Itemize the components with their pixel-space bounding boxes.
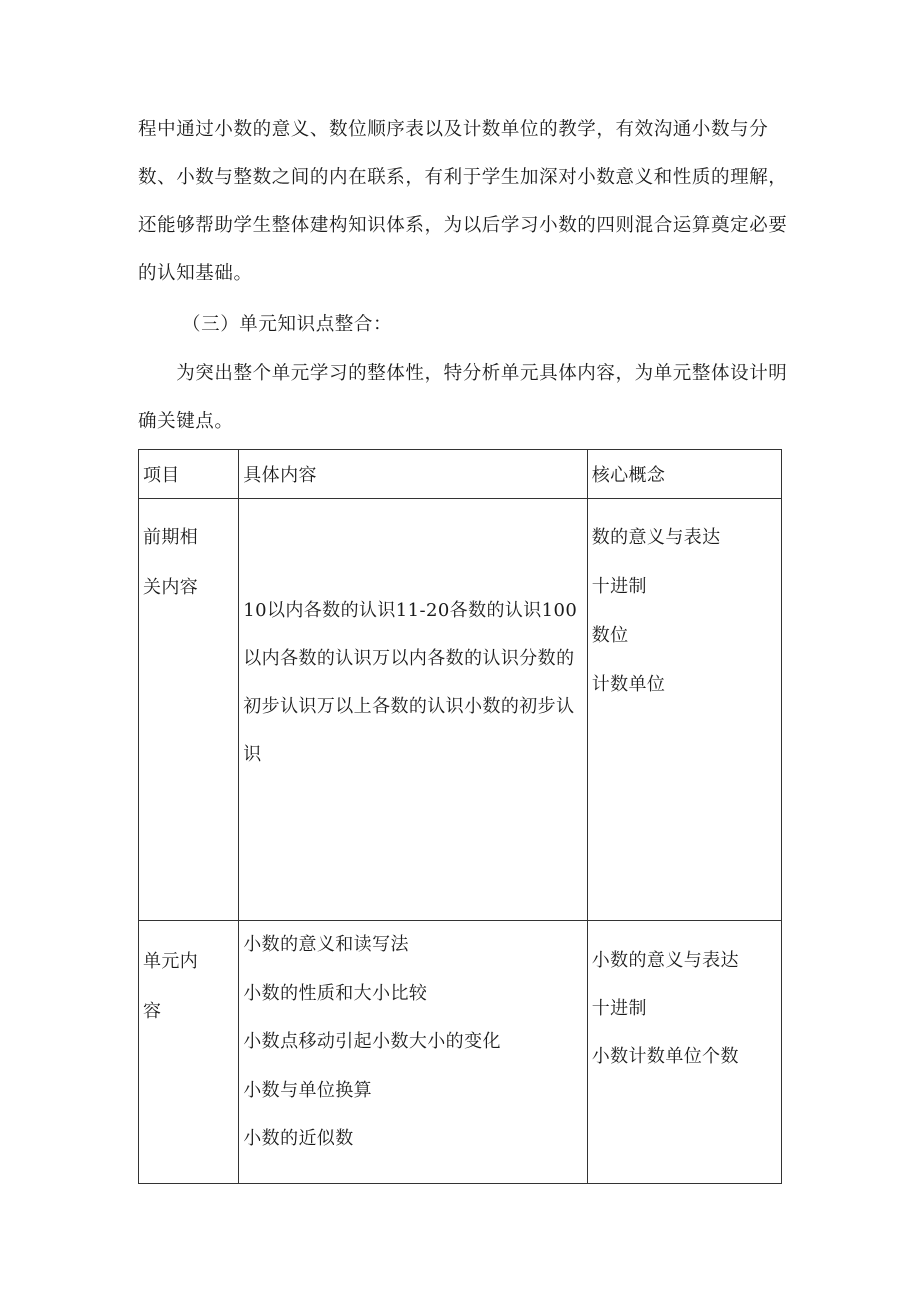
concept-item: 数的意义与表达 [591, 527, 721, 548]
knowledge-table [138, 449, 782, 1184]
row-content-cell: 10以内各数的认识11-20各数的认识100以内各数的认识万以内各数的认识分数的初步认识万以上各数的认识小数的初步认识 [239, 499, 587, 921]
concept-item: 数位 [591, 625, 629, 646]
concept-item: 小数计数单位个数 [591, 1046, 739, 1067]
row-item-cell [139, 499, 239, 921]
header-concepts: 核心概念 [587, 450, 781, 499]
intro-paragraph: 程中通过小数的意义、数位顺序表以及计数单位的教学，有效沟通小数与分数、小数与整数之间的内在联系，有利于学生加深对小数意义和性质的理解，还能够帮助学生整体建构知识体系，为以后学习小数的四则混合运算奠定必要的认知基础。 [138, 119, 788, 284]
row-content-cell [239, 921, 587, 1184]
concept-item: 十进制 [591, 998, 647, 1019]
content-item: 小数点移动引起小数大小的变化 [243, 1031, 501, 1052]
content-item: 小数的近似数 [243, 1128, 354, 1149]
table-header-row [139, 450, 782, 499]
row-item-line: 单元内 [143, 951, 199, 972]
row-concepts-cell [587, 499, 781, 921]
row-concepts-cell [587, 921, 781, 1184]
section-paragraph: 为突出整个单元学习的整体性，特分析单元具体内容，为单元整体设计明确关键点。 [138, 363, 788, 432]
row-item-line: 容 [143, 1001, 162, 1022]
row-item-cell [139, 921, 239, 1184]
concept-item: 计数单位 [591, 674, 666, 695]
table-row [139, 921, 782, 1184]
header-content: 具体内容 [239, 450, 587, 499]
content-item: 小数的性质和大小比较 [243, 982, 428, 1004]
concept-item: 十进制 [591, 576, 647, 597]
content-item: 小数与单位换算 [243, 1079, 373, 1101]
concept-item: 小数的意义与表达 [591, 950, 739, 971]
content-item: 小数的意义和读写法 [243, 934, 409, 955]
row-item-line: 关内容 [143, 577, 199, 598]
header-item: 项目 [139, 450, 239, 499]
table-row [139, 499, 782, 921]
row-item-line: 前期相 [143, 527, 199, 548]
section-heading: （三）单元知识点整合： [182, 314, 393, 335]
